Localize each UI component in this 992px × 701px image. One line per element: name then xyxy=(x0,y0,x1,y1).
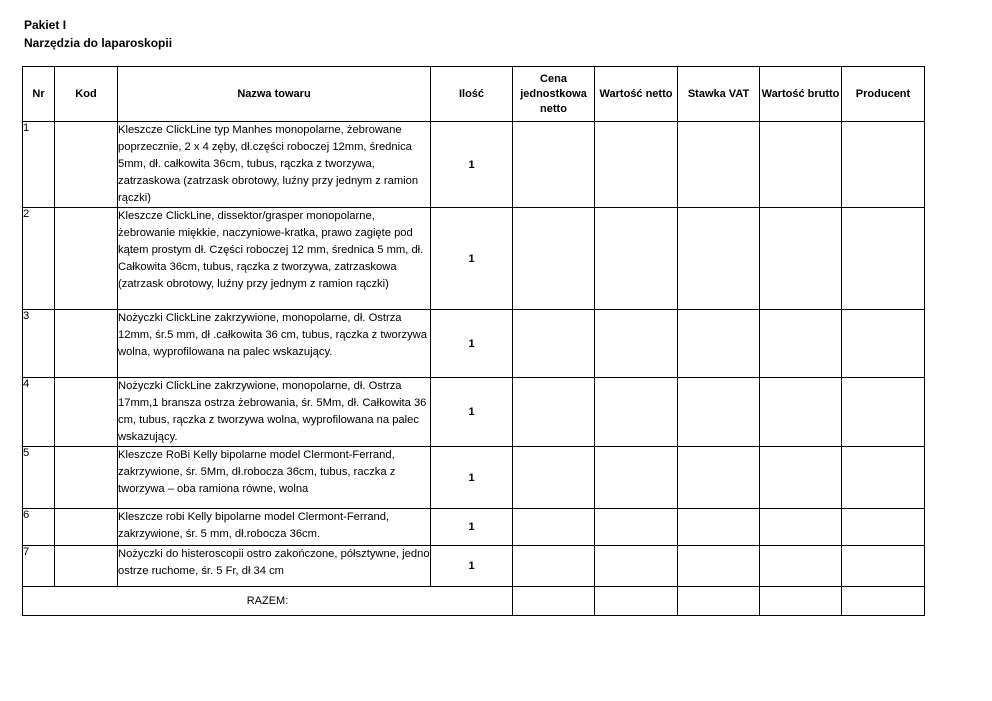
quantity: 1 xyxy=(431,378,513,447)
net-value-cell[interactable] xyxy=(595,208,678,310)
header-ilosc: Ilość xyxy=(431,67,513,122)
quantity: 1 xyxy=(431,310,513,378)
unit-price-cell[interactable] xyxy=(513,208,595,310)
code-cell[interactable] xyxy=(55,378,118,447)
unit-price-cell[interactable] xyxy=(513,378,595,447)
row-number: 6 xyxy=(23,509,55,546)
header-row xyxy=(23,67,925,122)
producer-cell[interactable] xyxy=(842,378,925,447)
header-cena: Cena jednostkowa netto xyxy=(513,67,595,122)
code-cell[interactable] xyxy=(55,310,118,378)
code-cell[interactable] xyxy=(55,546,118,587)
header-nazwa: Nazwa towaru xyxy=(118,67,431,122)
quantity: 1 xyxy=(431,509,513,546)
header-wartosc-netto: Wartość netto xyxy=(595,67,678,122)
table-row xyxy=(23,310,925,378)
code-cell[interactable] xyxy=(55,208,118,310)
product-name: Kleszcze robi Kelly bipolarne model Clermont-Ferrand, zakrzywione, śr. 5 mm, dł.robocza 36cm. xyxy=(118,509,431,546)
net-value-cell[interactable] xyxy=(595,447,678,509)
producer-cell[interactable] xyxy=(842,447,925,509)
gross-value-cell[interactable] xyxy=(760,546,842,587)
code-cell[interactable] xyxy=(55,447,118,509)
product-name: Kleszcze RoBi Kelly bipolarne model Clermont-Ferrand, zakrzywione, śr. 5Mm, dł.robocza 36cm, tubus, raczka z tworzywa – oba ramiona równe, wolna xyxy=(118,447,431,509)
total-label: RAZEM: xyxy=(23,587,513,616)
row-number: 4 xyxy=(23,378,55,447)
producer-cell[interactable] xyxy=(842,208,925,310)
gross-value-cell[interactable] xyxy=(760,509,842,546)
row-number: 7 xyxy=(23,546,55,587)
unit-price-cell[interactable] xyxy=(513,546,595,587)
unit-price-cell[interactable] xyxy=(513,447,595,509)
vat-rate-cell[interactable] xyxy=(678,378,760,447)
header-producent: Producent xyxy=(842,67,925,122)
package-title: Pakiet I xyxy=(24,18,67,32)
table-row xyxy=(23,378,925,447)
producer-cell[interactable] xyxy=(842,122,925,208)
gross-value-cell[interactable] xyxy=(760,310,842,378)
total-net-value-cell[interactable] xyxy=(595,587,678,616)
quantity: 1 xyxy=(431,447,513,509)
producer-cell[interactable] xyxy=(842,546,925,587)
total-row xyxy=(23,587,925,616)
table-row xyxy=(23,447,925,509)
table-row xyxy=(23,509,925,546)
net-value-cell[interactable] xyxy=(595,509,678,546)
vat-rate-cell[interactable] xyxy=(678,546,760,587)
producer-cell[interactable] xyxy=(842,509,925,546)
price-table xyxy=(22,66,925,616)
header-kod: Kod xyxy=(55,67,118,122)
quantity: 1 xyxy=(431,208,513,310)
total-gross-value-cell[interactable] xyxy=(760,587,842,616)
header-wartosc-brutto: Wartość brutto xyxy=(760,67,842,122)
gross-value-cell[interactable] xyxy=(760,122,842,208)
product-name: Nożyczki ClickLine zakrzywione, monopolarne, dł. Ostrza 17mm,1 bransza ostrza żebrowania, śr. 5Mm, dł. Całkowita 36 cm, tubus, rączka z tworzywa wolna, wyprofilowana na palec wskazujący. xyxy=(118,378,431,447)
net-value-cell[interactable] xyxy=(595,310,678,378)
gross-value-cell[interactable] xyxy=(760,447,842,509)
header-stawka-vat: Stawka VAT xyxy=(678,67,760,122)
producer-cell[interactable] xyxy=(842,310,925,378)
vat-rate-cell[interactable] xyxy=(678,447,760,509)
code-cell[interactable] xyxy=(55,509,118,546)
document-heading xyxy=(24,16,172,52)
product-name: Nożyczki do histeroscopii ostro zakończone, półsztywne, jedno ostrze ruchome, śr. 5 Fr, dł 34 cm xyxy=(118,546,431,587)
row-number: 1 xyxy=(23,122,55,208)
gross-value-cell[interactable] xyxy=(760,378,842,447)
unit-price-cell[interactable] xyxy=(513,122,595,208)
product-name: Nożyczki ClickLine zakrzywione, monopolarne, dł. Ostrza 12mm, śr.5 mm, dł .całkowita 36 cm, tubus, rączka z tworzywa wolna, wyprofilowana na palec wskazujący. xyxy=(118,310,431,378)
header-nr: Nr xyxy=(23,67,55,122)
unit-price-cell[interactable] xyxy=(513,509,595,546)
vat-rate-cell[interactable] xyxy=(678,122,760,208)
net-value-cell[interactable] xyxy=(595,378,678,447)
package-subtitle: Narzędzia do laparoskopii xyxy=(24,36,173,50)
vat-rate-cell[interactable] xyxy=(678,208,760,310)
total-unit-price-cell[interactable] xyxy=(513,587,595,616)
total-vat-rate-cell[interactable] xyxy=(678,587,760,616)
code-cell[interactable] xyxy=(55,122,118,208)
product-name: Kleszcze ClickLine typ Manhes monopolarne, żebrowane poprzecznie, 2 x 4 zęby, dł.części roboczej 12mm, średnica 5mm, dł. całkowita 36cm, tubus, rączka z tworzywa, zatrzaskowa (zatrzask obrotowy, luźny przy jednym z ramion rączki) xyxy=(118,122,431,208)
unit-price-cell[interactable] xyxy=(513,310,595,378)
quantity: 1 xyxy=(431,122,513,208)
total-producer-cell[interactable] xyxy=(842,587,925,616)
vat-rate-cell[interactable] xyxy=(678,509,760,546)
net-value-cell[interactable] xyxy=(595,546,678,587)
table-row xyxy=(23,546,925,587)
table-row xyxy=(23,122,925,208)
row-number: 2 xyxy=(23,208,55,310)
vat-rate-cell[interactable] xyxy=(678,310,760,378)
row-number: 5 xyxy=(23,447,55,509)
table-row xyxy=(23,208,925,310)
net-value-cell[interactable] xyxy=(595,122,678,208)
row-number: 3 xyxy=(23,310,55,378)
gross-value-cell[interactable] xyxy=(760,208,842,310)
product-name: Kleszcze ClickLine, dissektor/grasper monopolarne, żebrowanie miękkie, naczyniowe-kratka, prawo zagięte pod kątem prostym dł. Części roboczej 12 mm, średnica 5 mm, dł. Całkowita 36cm, tubus, rączka z tworzywa, zatrzaskowa (zatrzask obrotowy, luźny przy jednym z ramion rączki) xyxy=(118,208,431,310)
quantity: 1 xyxy=(431,546,513,587)
